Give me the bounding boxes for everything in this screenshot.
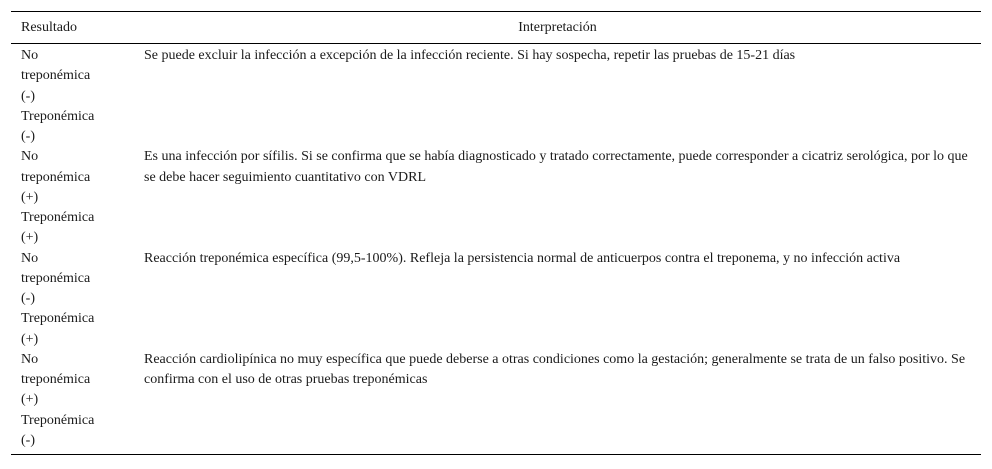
results-table: [11, 11, 981, 455]
table-row: [11, 350, 981, 455]
header-result: Resultado: [21, 19, 77, 35]
result-cell: [11, 249, 134, 350]
result-line: (+): [21, 230, 39, 246]
result-line: treponémica: [21, 68, 91, 84]
result-line: (-): [21, 432, 35, 448]
table-row: [11, 249, 981, 350]
result-line: No: [21, 48, 39, 63]
result-line: Treponémica: [21, 210, 95, 225]
result-line: (-): [21, 129, 35, 144]
result-cell: [11, 350, 134, 455]
result-line: (-): [21, 291, 35, 306]
results-table-container: [11, 11, 981, 455]
interpretation-cell: Es una infección por sífilis. Si se confirma que se había diagnosticado y tratado correctamente, puede corresponder a cicatriz serológica, por lo que se debe hacer seguimiento cuantitativo con VDRL: [144, 149, 968, 185]
result-cell: [11, 147, 134, 248]
result-line: treponémica: [21, 372, 91, 387]
result-line: (+): [21, 331, 39, 347]
header-interpretation: Interpretación: [518, 19, 597, 35]
result-line: (+): [21, 189, 39, 205]
result-line: (-): [21, 88, 35, 104]
interpretation-cell: Reacción treponémica específica (99,5-100%). Refleja la persistencia normal de anticuerpos contra el treponema, y no infección activa: [144, 250, 901, 266]
table-body: [11, 44, 981, 455]
table-row: [11, 147, 981, 248]
result-line: treponémica: [21, 270, 91, 286]
result-line: treponémica: [21, 169, 91, 185]
result-line: Treponémica: [21, 311, 95, 327]
result-line: No: [21, 351, 39, 367]
result-line: Treponémica: [21, 412, 95, 428]
table-row: [11, 44, 981, 148]
result-line: (+): [21, 392, 39, 408]
result-cell: [11, 44, 134, 148]
result-line: Treponémica: [21, 108, 95, 124]
result-line: No: [21, 250, 39, 266]
interpretation-cell: Se puede excluir la infección a excepción de la infección reciente. Si hay sospecha, repetir las pruebas de 15-21 días: [144, 48, 796, 63]
interpretation-cell: Reacción cardiolipínica no muy específica que puede deberse a otras condiciones como la gestación; generalmente se trata de un falso positivo. Se confirma con el uso de otras pruebas treponémicas: [144, 351, 966, 387]
header-row: [11, 12, 981, 44]
result-line: No: [21, 149, 39, 165]
table-header: [11, 12, 981, 44]
